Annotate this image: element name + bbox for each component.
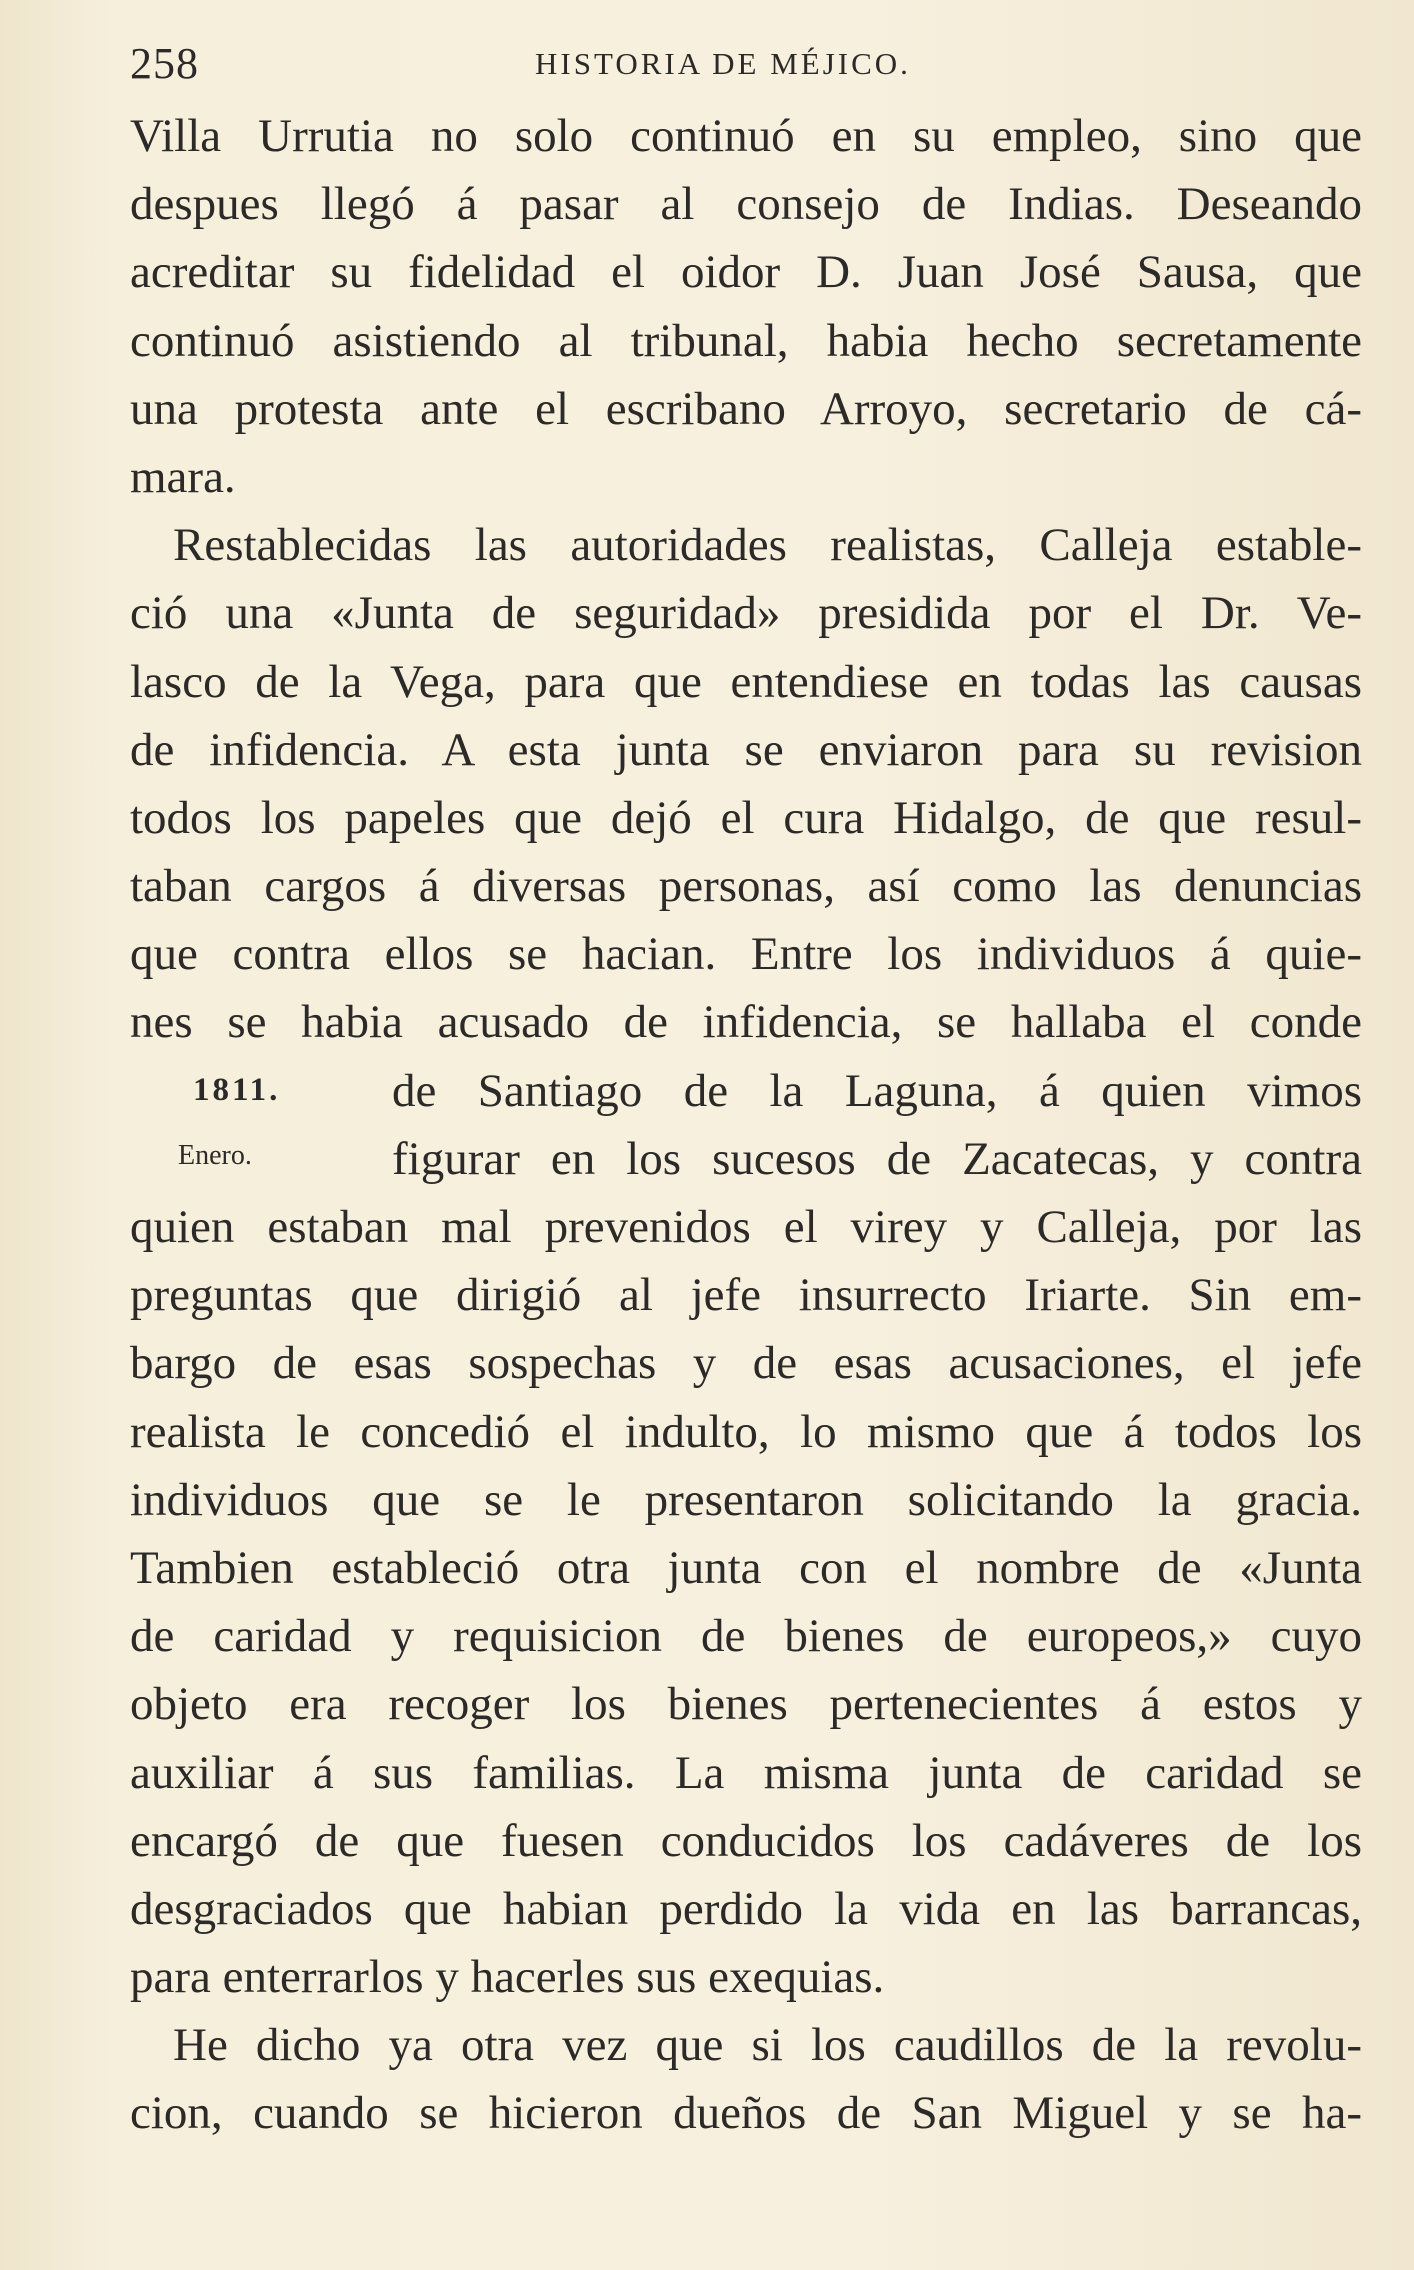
text-line: individuos que se le presentaron solicitando la gracia. [130, 1473, 1362, 1526]
text-line: He dicho ya otra vez que si los caudillos de la revolu- [173, 2019, 1362, 2072]
text-line: lasco de la Vega, para que entendiese en todas las causas [130, 655, 1362, 708]
text-line: de caridad y requisicion de bienes de europeos,» cuyo [130, 1610, 1362, 1663]
text-line: para enterrarlos y hacerles sus exequias. [130, 1951, 885, 2004]
page-header [130, 28, 1364, 88]
text-line: de infidencia. A esta junta se enviaron para su revision [130, 723, 1362, 776]
text-line: objeto era recoger los bienes pertenecientes á estos y [130, 1678, 1362, 1731]
text-line: de Santiago de la Laguna, á quien vimos [392, 1064, 1362, 1117]
running-title: HISTORIA DE MÉJICO. [535, 46, 911, 81]
text-line: bargo de esas sospechas y de esas acusaciones, el jefe [130, 1337, 1362, 1390]
text-line: continuó asistiendo al tribunal, habia hecho secretamente [130, 314, 1362, 367]
text-line: despues llegó á pasar al consejo de Indias. Deseando [130, 178, 1362, 231]
margin-note-month: Enero. [178, 1140, 252, 1171]
text-line: que contra ellos se hacian. Entre los individuos á quie- [130, 928, 1362, 981]
page-number: 258 [130, 39, 199, 88]
margin-note-year: 1811. [193, 1072, 281, 1108]
text-line: taban cargos á diversas personas, así como las denuncias [130, 860, 1362, 913]
text-line: todos los papeles que dejó el cura Hidalgo, de que resul- [130, 791, 1362, 844]
text-line: auxiliar á sus familias. La misma junta de caridad se [130, 1746, 1362, 1799]
text-line: figurar en los sucesos de Zacatecas, y contra [392, 1132, 1362, 1185]
body-text [130, 102, 1362, 2148]
text-line: realista le concedió el indulto, lo mismo que á todos los [130, 1405, 1362, 1458]
text-line: Tambien estableció otra junta con el nombre de «Junta [130, 1541, 1362, 1594]
text-line: acreditar su fidelidad el oidor D. Juan José Sausa, que [130, 246, 1362, 299]
text-line: Villa Urrutia no solo continuó en su empleo, sino que [130, 110, 1362, 162]
text-line: desgraciados que habian perdido la vida en las barrancas, [130, 1882, 1362, 1935]
text-line: ció una «Junta de seguridad» presidida por el Dr. Ve- [130, 587, 1362, 640]
text-line: nes se habia acusado de infidencia, se hallaba el conde [130, 996, 1362, 1049]
text-line: quien estaban mal prevenidos el virey y Calleja, por las [130, 1201, 1362, 1253]
text-line: Restablecidas las autoridades realistas, Calleja estable- [173, 519, 1362, 572]
text-line: mara. [130, 450, 236, 503]
text-line: encargó de que fuesen conducidos los cadáveres de los [130, 1814, 1362, 1867]
text-line: una protesta ante el escribano Arroyo, secretario de cá- [130, 382, 1362, 435]
text-line: cion, cuando se hicieron dueños de San Miguel y se ha- [130, 2087, 1362, 2140]
text-line: preguntas que dirigió al jefe insurrecto Iriarte. Sin em- [130, 1269, 1362, 1322]
